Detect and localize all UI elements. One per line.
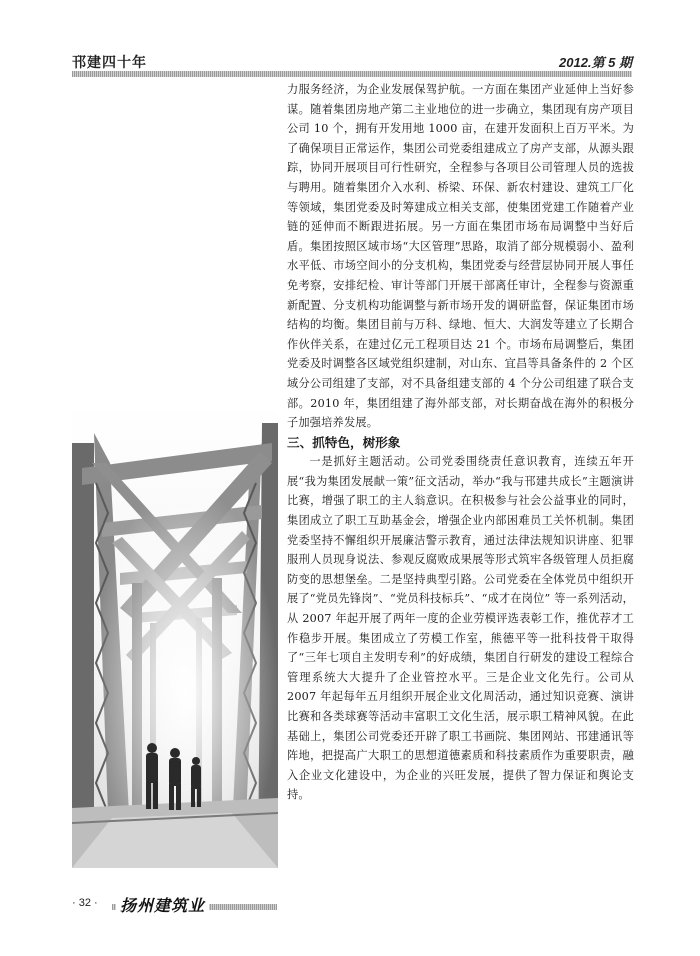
section-heading: 三、抓特色，树形象: [287, 434, 401, 450]
header-column-title: 邗建四十年: [72, 55, 147, 71]
header-issue-number: 2012.第 5 期: [559, 55, 632, 70]
header-rule: [72, 71, 632, 77]
running-header: [72, 52, 632, 70]
magazine-logo: 扬州建筑业: [116, 893, 209, 916]
page-footer: [72, 893, 212, 915]
article-body: [287, 80, 634, 805]
page-number: · 32 ·: [72, 897, 98, 909]
paragraph-characteristics: 一是抓好主题活动。公司党委围绕责任意识教育，连续五年开展“我为集团发展献一策”征文活动，举办“我与邗建共成长”主题演讲比赛，增强了职工的主人翁意识。在积极参与社会公益事业的同时，集团成立了职工互助基金会，增强企业内部困难员工关怀机制。集团党委坚持不懈组织开展廉洁警示教育，通过法律法规知识讲座、犯罪服刑人员现身说法、参观反腐败成果展等形式筑牢各级管理人员拒腐防变的思想堡垒。二是坚持典型引路。公司党委在全体党员中组织开展了“党员先锋岗”、“党员科技标兵”、“成才在岗位” 等一系列活动，从 2007 年起开展了两年一度的企业劳模评选表彰工作，推优荐才工作稳步开展。集团成立了劳模工作室，熊德平等一批科技骨干取得了“三年七项自主发明专利”的好成绩，集团自行研发的建设工程综合管理系统大大提升了企业管控水平。三是企业文化先行。公司从 2007 年起每年五月组织开展企业文化周活动，通过知识竞赛、演讲比赛和各类球赛等活动丰富职工文化生活，展示职工精神风貌。在此基础上，集团公司党委还开辟了职工书画院、集团网站、邗建通讯等阵地，把提高广大职工的思想道德素质和科技素质作为重要职责，融入企业文化建设中，为企业的兴旺发展，提供了智力保证和舆论支持。: [287, 455, 634, 802]
bridge-workers-photo: [72, 403, 278, 868]
bridge-truss-image: [72, 403, 278, 868]
paragraph-market-support: 力服务经济，为企业发展保驾护航。一方面在集团产业延伸上当好参谋。随着集团房地产第二主业地位的进一步确立，集团现有房产项目公司 10 个，拥有开发用地 1000 亩，在建开发面积上百万平米。为了确保项目正常运作，集团公司党委组建成立了房产支部，从源头跟踪，协同开展项目可行性研究，全程参与各项目公司管理人员的选拔与聘用。随着集团介入水利、桥梁、环保、新农村建设、建筑工厂化等领域，集团党委及时筹建成立相关支部，使集团党建工作随着产业链的延伸而不断跟进拓展。另一方面在集团市场布局调整中当好后盾。集团按照区域市场“大区管理”思路，取消了部分规模弱小、盈利水平低、市场空间小的分支机构，集团党委与经营层协同开展人事任免考察，安排纪检、审计等部门开展干部离任审计，全程参与资源重新配置、分支机构功能调整与新市场开发的调研监督，保证集团市场结构的均衡。集团目前与万科、绿地、恒大、大润发等建立了长期合作伙伴关系，在建过亿元工程项目达 21 个。市场布局调整后，集团党委及时调整各区域党组织建制，对山东、宜昌等具备条件的 2 个区域分公司组建了支部，对不具备组建支部的 4 个分公司组建了联合支部。2010 年，集团组建了海外部支部，对长期奋战在海外的积极分子加强培养发展。: [287, 83, 634, 430]
